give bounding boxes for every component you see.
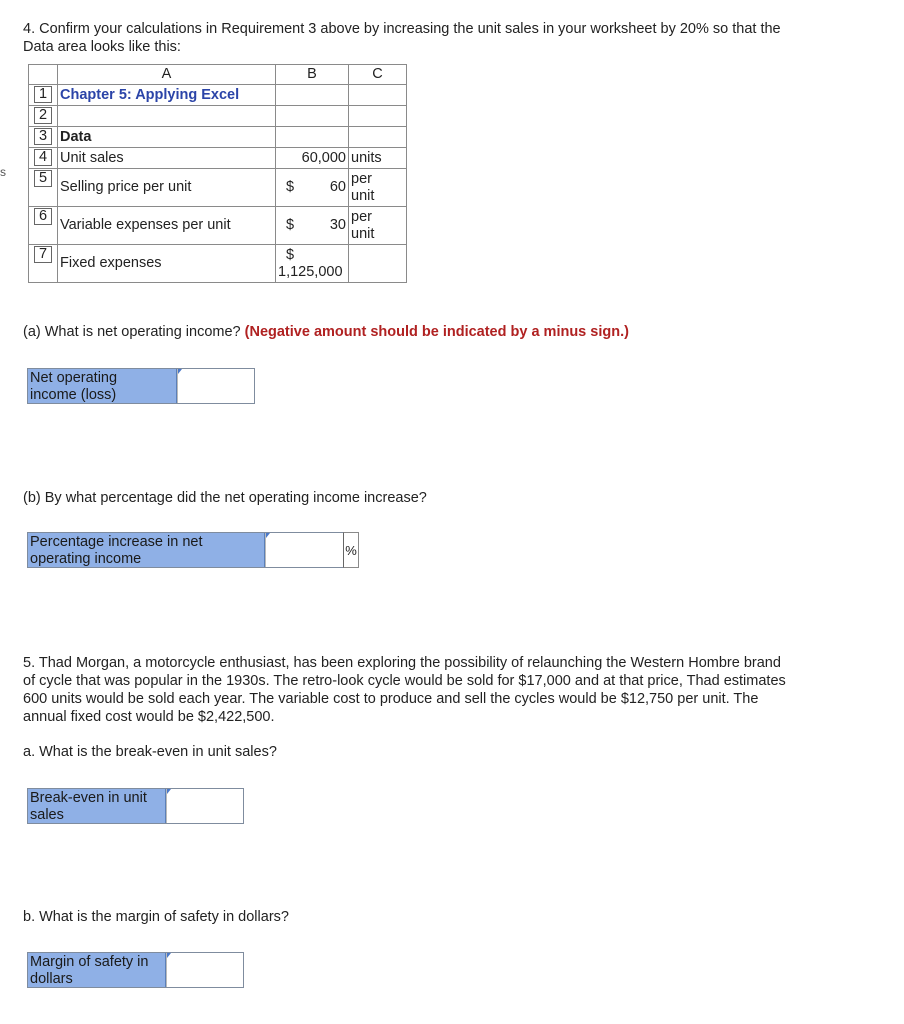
corner-cell — [29, 65, 58, 85]
selling-price-amount: 60 — [329, 179, 346, 195]
row-number: 5 — [29, 169, 58, 207]
requirement-4-line-1: 4. Confirm your calculations in Requirement 3 above by increasing the unit sales in your worksheet by 20% so that the — [23, 21, 781, 37]
percentage-increase-input[interactable] — [265, 533, 343, 567]
requirement-5-line-2: of cycle that was popular in the 1930s. The retro-look cycle would be sold for $17,000 and at that price, Thad estimates — [23, 673, 786, 689]
row-number: 3 — [29, 127, 58, 148]
margin-of-safety-label: Margin of safety in dollars — [28, 953, 166, 987]
percentage-increase-answer-row — [27, 532, 344, 568]
selling-price-value — [276, 169, 349, 207]
selling-price-unit: per unit — [349, 169, 407, 207]
sheet-title-cell: Chapter 5: Applying Excel — [58, 85, 276, 106]
margin-of-safety-answer-row — [27, 952, 244, 988]
requirement-5-intro — [23, 654, 786, 726]
cell-b3 — [276, 127, 349, 148]
currency-symbol: $ — [286, 179, 295, 195]
data-area-spreadsheet — [28, 64, 407, 283]
data-heading-cell: Data — [58, 127, 276, 148]
fixed-expenses-amount: 1,125,000 — [278, 263, 343, 280]
variable-expenses-label: Variable expenses per unit — [58, 207, 276, 245]
net-operating-income-input[interactable] — [177, 369, 254, 403]
column-header-row — [29, 65, 407, 85]
part-a-question-text: (a) What is net operating income? — [23, 324, 241, 340]
net-operating-income-label: Net operating income (loss) — [28, 369, 177, 403]
part-b-question: (b) By what percentage did the net operating income increase? — [23, 490, 427, 506]
requirement-5-line-1: 5. Thad Morgan, a motorcycle enthusiast, has been exploring the possibility of relaunching the Western Hombre brand — [23, 655, 781, 671]
fixed-expenses-label: Fixed expenses — [58, 245, 276, 283]
column-header-a: A — [58, 65, 276, 85]
cell-b1 — [276, 85, 349, 106]
selling-price-label: Selling price per unit — [58, 169, 276, 207]
sheet-row-7 — [29, 245, 407, 283]
row-number: 6 — [29, 207, 58, 245]
requirement-4-line-2: Data area looks like this: — [23, 39, 181, 55]
percentage-increase-label: Percentage increase in net operating income — [28, 533, 265, 567]
sheet-row-2 — [29, 106, 407, 127]
requirement-5-line-4: annual fixed cost would be $2,422,500. — [23, 709, 275, 725]
unit-sales-unit: units — [349, 148, 407, 169]
net-operating-income-answer-row — [27, 368, 255, 404]
sheet-row-1 — [29, 85, 407, 106]
unit-sales-value: 60,000 — [276, 148, 349, 169]
row-number: 4 — [29, 148, 58, 169]
row-number: 2 — [29, 106, 58, 127]
cell-a2 — [58, 106, 276, 127]
cell-c3 — [349, 127, 407, 148]
fixed-expenses-value — [276, 245, 349, 283]
requirement-4-intro — [23, 20, 781, 56]
percent-unit-cell: % — [343, 532, 359, 568]
row-number: 7 — [29, 245, 58, 283]
break-even-label: Break-even in unit sales — [28, 789, 166, 823]
margin-of-safety-question: b. What is the margin of safety in dollars? — [23, 909, 289, 925]
requirement-5-line-3: 600 units would be sold each year. The variable cost to produce and sell the cycles would be $12,750 per unit. The — [23, 691, 759, 707]
part-a-instruction: (Negative amount should be indicated by a minus sign.) — [244, 324, 629, 340]
cell-c1 — [349, 85, 407, 106]
sheet-row-3 — [29, 127, 407, 148]
unit-sales-label: Unit sales — [58, 148, 276, 169]
cell-c2 — [349, 106, 407, 127]
sheet-row-4 — [29, 148, 407, 169]
column-header-b: B — [276, 65, 349, 85]
currency-symbol: $ — [286, 217, 295, 233]
margin-mark: s — [0, 165, 6, 179]
row-number: 1 — [29, 85, 58, 106]
variable-expenses-value — [276, 207, 349, 245]
column-header-c: C — [349, 65, 407, 85]
part-a-question — [23, 324, 629, 340]
sheet-row-6 — [29, 207, 407, 245]
margin-of-safety-input[interactable] — [166, 953, 243, 987]
currency-symbol: $ — [286, 246, 295, 263]
cell-c7 — [349, 245, 407, 283]
break-even-input[interactable] — [166, 789, 243, 823]
break-even-answer-row — [27, 788, 244, 824]
variable-expenses-unit: per unit — [349, 207, 407, 245]
cell-b2 — [276, 106, 349, 127]
variable-expenses-amount: 30 — [329, 217, 346, 233]
break-even-question: a. What is the break-even in unit sales? — [23, 744, 277, 760]
sheet-row-5 — [29, 169, 407, 207]
